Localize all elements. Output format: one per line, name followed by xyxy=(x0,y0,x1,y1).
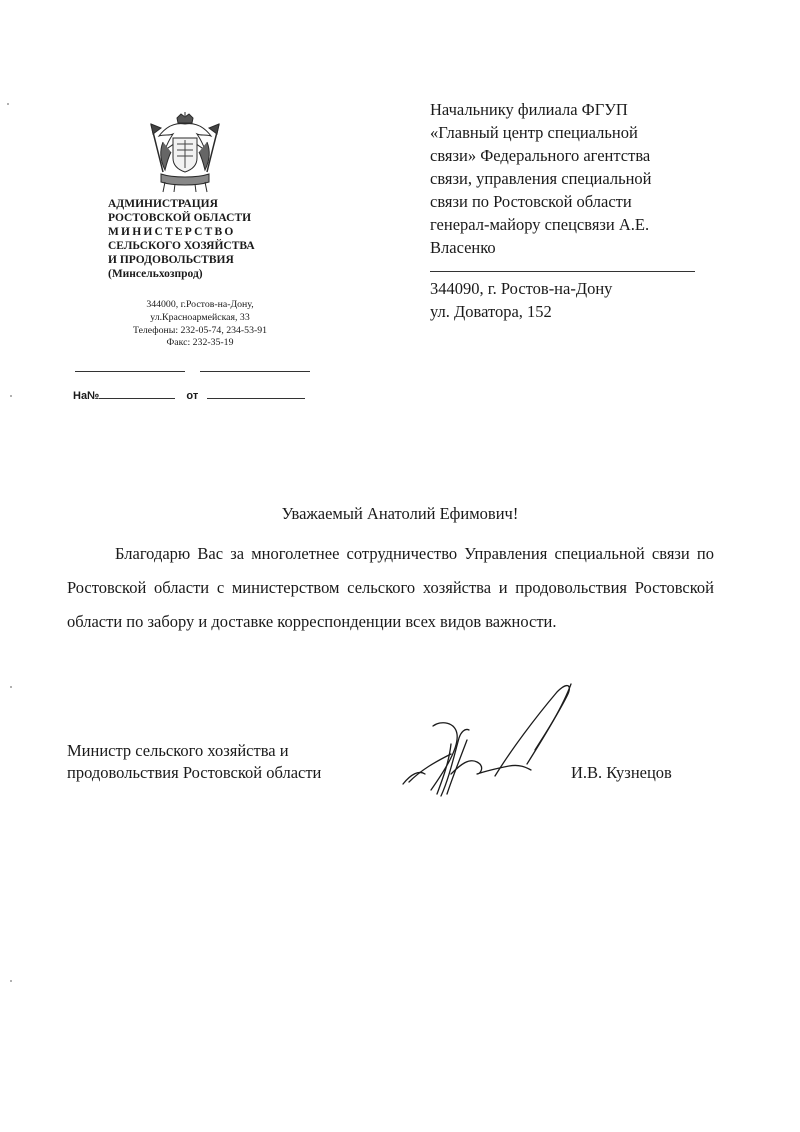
org-line: (Минсельхозпрод) xyxy=(108,268,203,280)
org-line: И ПРОДОВОЛЬСТВИЯ xyxy=(108,254,234,266)
signatory-title xyxy=(67,740,387,784)
addressee-divider xyxy=(430,271,695,272)
address-line: Телефоны: 232-05-74, 234-53-91 xyxy=(132,324,268,336)
scan-speck xyxy=(7,103,9,105)
scan-speck xyxy=(10,395,12,397)
address-line: ул.Красноармейская, 33 xyxy=(150,311,250,323)
addressee-address xyxy=(430,277,710,323)
scan-speck xyxy=(10,980,12,982)
ref-from: от xyxy=(186,390,199,402)
number-blank-line xyxy=(200,371,310,372)
handwritten-signature xyxy=(395,678,585,803)
ref-number-blank xyxy=(99,387,175,399)
addressee-line: Власенко xyxy=(430,238,496,257)
date-blank-line xyxy=(75,371,185,372)
signatory-title-line: Министр сельского хозяйства и xyxy=(67,741,289,760)
reference-line xyxy=(73,387,318,403)
addressee-line: Начальнику филиала ФГУП xyxy=(430,100,628,119)
addressee-address-line: ул. Доватора, 152 xyxy=(430,302,552,321)
signatory-title-line: продовольствия Ростовской области xyxy=(67,763,322,782)
addressee-block xyxy=(430,98,710,259)
scan-speck xyxy=(10,686,12,688)
ref-date-blank xyxy=(207,387,305,399)
coat-of-arms-icon xyxy=(143,112,227,194)
addressee-line: связи, управления специальной xyxy=(430,169,652,188)
addressee-line: связи по Ростовской области xyxy=(430,192,632,211)
signature-icon xyxy=(395,678,585,803)
ministry-name xyxy=(108,197,308,281)
addressee-line: генерал-майору спецсвязи А.Е. xyxy=(430,215,650,234)
ref-prefix: На№ xyxy=(73,390,100,402)
org-line: АДМИНИСТРАЦИЯ xyxy=(108,198,218,210)
address-line: Факс: 232-35-19 xyxy=(166,337,234,349)
coat-of-arms-emblem xyxy=(143,112,227,194)
salutation: Уважаемый Анатолий Ефимович! xyxy=(281,504,519,523)
signatory-name: И.В. Кузнецов xyxy=(571,763,672,782)
letter-body: Благодарю Вас за многолетнее сотрудничество Управления специальной связи по Ростовской области с министерством сельского хозяйства и продовольствия Ростовской области по забору и доставке корреспонденции всех видов важности. xyxy=(67,544,714,631)
org-line: СЕЛЬСКОГО ХОЗЯЙСТВА xyxy=(108,240,255,252)
ministry-address xyxy=(100,299,300,350)
addressee-line: «Главный центр специальной xyxy=(430,123,638,142)
org-line: МИНИСТЕРСТВО xyxy=(108,226,236,238)
address-line: 344000, г.Ростов-на-Дону, xyxy=(146,299,254,310)
org-line: РОСТОВСКОЙ ОБЛАСТИ xyxy=(108,212,252,224)
addressee-line: связи» Федерального агентства xyxy=(430,146,651,165)
addressee-address-line: 344090, г. Ростов-на-Дону xyxy=(430,279,613,298)
